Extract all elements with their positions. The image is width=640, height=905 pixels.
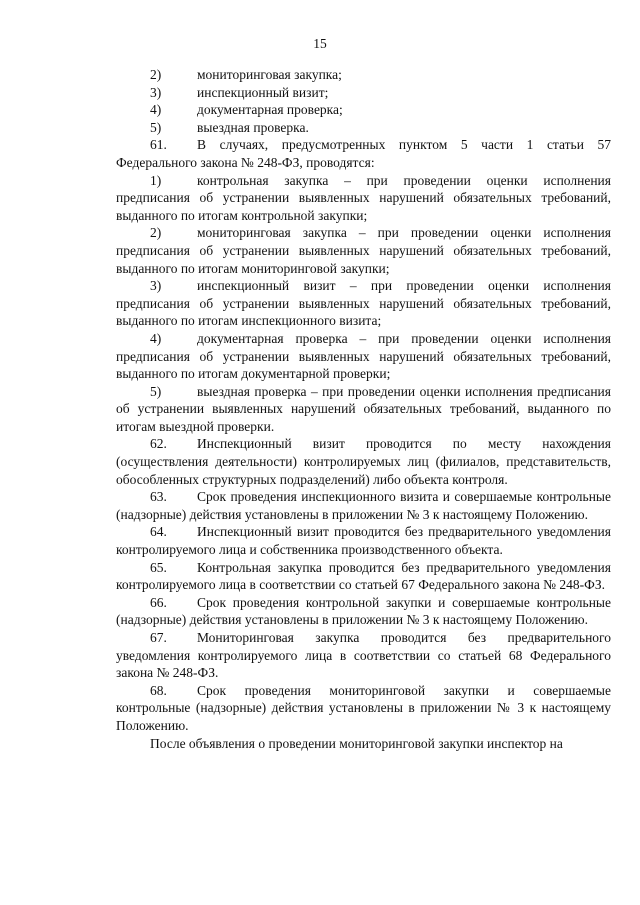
clause-number: 62. [150,436,167,452]
list-item [116,119,611,137]
clause-number: 61. [150,137,167,153]
list-item [116,172,611,225]
list-item [116,66,611,84]
clause-text: Инспекционный визит проводится без предварительного уведомления контролируемого лица и собственника производственного объекта. [116,524,611,558]
clause [116,629,611,682]
clause-text: Инспекционный визит проводится по месту нахождения (осуществления деятельности) контролируемых лиц (филиалов, представительств, обособленных структурных подразделений) либо объекта контроля. [116,436,611,487]
clause [116,682,611,735]
clause-text: Контрольная закупка проводится без предварительного уведомления контролируемого лица в соответствии со статьей 67 Федерального закона № 248-ФЗ. [116,559,611,593]
item-text: выездная проверка. [197,119,309,135]
last-paragraph: После объявления о проведении мониторинговой закупки инспектор на [150,735,563,751]
clause [116,559,611,594]
clause-text: Срок проведения контрольной закупки и совершаемые контрольные (надзорные) действия установлены в приложении № 3 к настоящему Положению. [116,594,611,628]
item-text: инспекционный визит; [197,84,329,100]
clause [116,136,611,171]
clause-text: Мониторинговая закупка проводится без предварительного уведомления контролируемого лица в соответствии со статьей 68 Федерального закона № 248-ФЗ. [116,630,611,681]
item-text: мониторинговая закупка – при проведении оценки исполнения предписания об устранении выявленных нарушений обязательных требований, выданного по итогам мониторинговой закупки; [116,225,611,276]
clause [116,488,611,523]
list-item [116,84,611,102]
item-number: 2) [150,225,162,241]
page-number: 15 [313,36,327,51]
clause-text: В случаях, предусмотренных пунктом 5 части 1 статьи 57 Федерального закона № 248-ФЗ, проводятся: [116,137,611,170]
item-text: документарная проверка – при проведении оценки исполнения предписания об устранении выявленных нарушений обязательных требований, выданного по итогам документарной проверки; [116,330,611,382]
item-number: 5) [150,383,162,399]
list-item [116,101,611,119]
clause-number: 63. [150,489,167,505]
item-text: выездная проверка – при проведении оценки исполнения предписания об устранении выявленных нарушений обязательных требований, выданного по итогам выездной проверки. [116,383,611,434]
document-body [116,66,611,752]
item-number: 4) [150,102,162,118]
item-number: 5) [150,119,162,135]
list-item [116,224,611,277]
clause-text: Срок проведения инспекционного визита и совершаемые контрольные (надзорные) действия установлены в приложении № 3 к настоящему Положению. [116,489,611,522]
list-item [116,383,611,436]
item-number: 3) [150,84,162,100]
list-item [116,277,611,330]
item-number: 4) [150,330,162,346]
clause-text: Срок проведения мониторинговой закупки и совершаемые контрольные (надзорные) действия установлены в приложении № 3 к настоящему Положению. [116,682,611,733]
clause-number: 65. [150,559,167,575]
item-number: 2) [150,67,162,82]
clause-number: 66. [150,594,167,610]
item-number: 1) [150,172,162,188]
clause [116,523,611,558]
clause-number: 64. [150,524,167,540]
item-text: инспекционный визит – при проведении оценки исполнения предписания об устранении выявленных нарушений обязательных требований, выданного по итогам инспекционного визита; [116,278,611,329]
clause-number: 68. [150,682,167,698]
clause [116,594,611,629]
item-text: мониторинговая закупка; [197,67,342,82]
clause [116,435,611,488]
item-number: 3) [150,278,162,294]
item-text: контрольная закупка – при проведении оценки исполнения предписания об устранении выявленных нарушений обязательных требований, выданного по итогам контрольной закупки; [116,172,611,223]
clause-number: 67. [150,630,167,645]
item-text: документарная проверка; [197,102,343,118]
list-item [116,330,611,383]
